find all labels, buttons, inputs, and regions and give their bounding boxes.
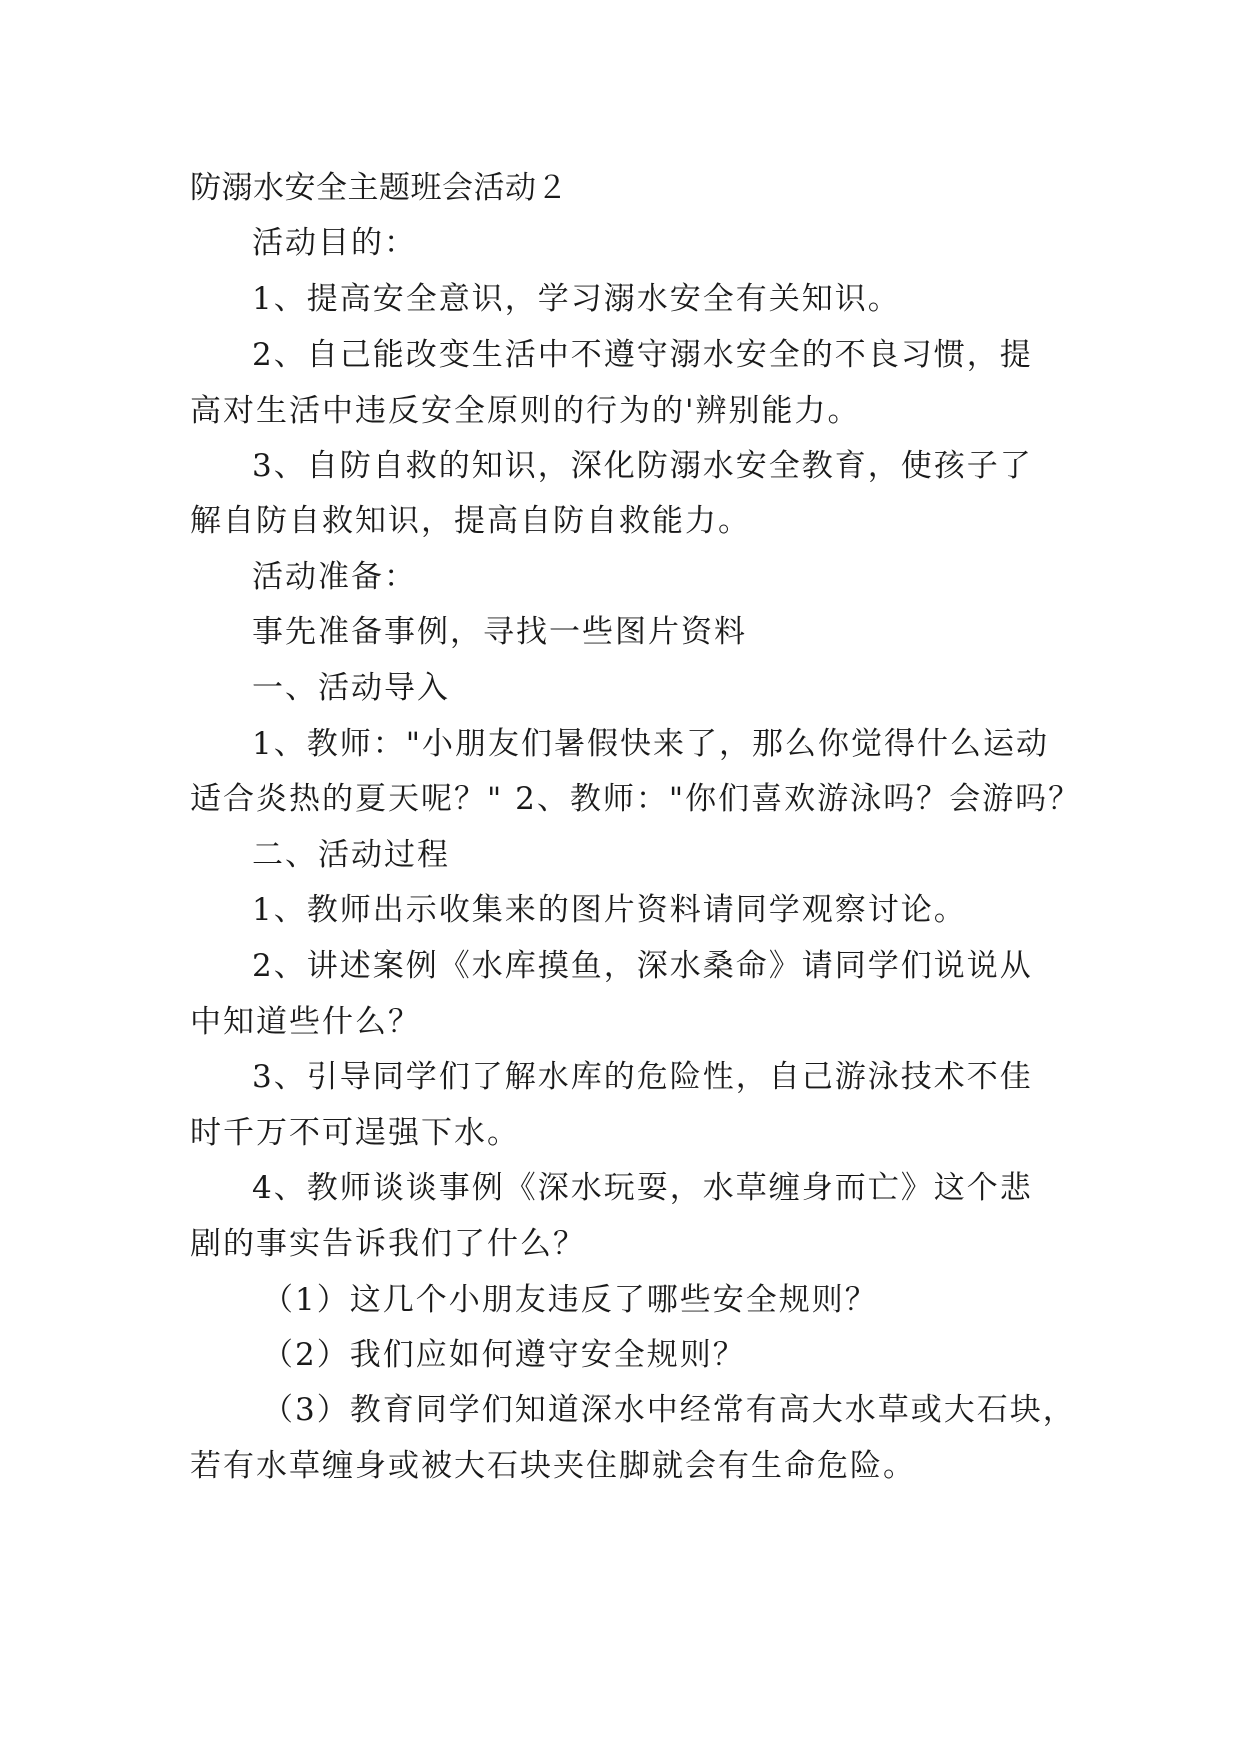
paragraph-line: 4、教师谈谈事例《深水玩耍，水草缠身而亡》这个悲 (252, 1170, 1033, 1206)
paragraph-line: 1、教师："小朋友们暑假快来了，那么你觉得什么运动 (252, 726, 1049, 762)
paragraph-line: 剧的事实告诉我们了什么？ (190, 1226, 586, 1262)
section-heading-preparation: 活动准备： (252, 559, 417, 595)
paragraph-line: 事先准备事例，寻找一些图片资料 (252, 614, 747, 650)
paragraph-line: 2、自己能改变生活中不遵守溺水安全的不良习惯，提 (252, 337, 1033, 373)
section-heading-goal: 活动目的： (252, 225, 417, 261)
paragraph-line: 解自防自救知识，提高自防自救能力。 (190, 503, 751, 539)
question-item: （3）教育同学们知道深水中经常有高大水草或大石块， (262, 1392, 1076, 1428)
paragraph-line: 若有水草缠身或被大石块夹住脚就会有生命危险。 (190, 1448, 916, 1484)
paragraph-line: 1、教师出示收集来的图片资料请同学观察讨论。 (252, 892, 967, 928)
question-item: （2）我们应如何遵守安全规则？ (262, 1337, 746, 1373)
paragraph-line: 2、讲述案例《水库摸鱼，深水桑命》请同学们说说从 (252, 948, 1033, 984)
paragraph-line: 3、引导同学们了解水库的危险性，自己游泳技术不佳 (252, 1059, 1033, 1095)
section-heading-process: 二、活动过程 (252, 837, 450, 873)
section-heading-intro: 一、活动导入 (252, 670, 450, 706)
paragraph-line: 高对生活中违反安全原则的行为的'辨别能力。 (190, 393, 861, 429)
question-item: （1）这几个小朋友违反了哪些安全规则？ (262, 1282, 878, 1318)
paragraph-line: 适合炎热的夏天呢？" 2、教师："你们喜欢游泳吗？会游吗？ (190, 781, 1082, 817)
document-title: 防溺水安全主题班会活动２ (190, 170, 568, 206)
paragraph-line: 3、自防自救的知识，深化防溺水安全教育，使孩子了 (252, 448, 1033, 484)
paragraph-line: 时千万不可逞强下水。 (190, 1115, 520, 1151)
paragraph-line: 1、提高安全意识，学习溺水安全有关知识。 (252, 281, 901, 317)
paragraph-line: 中知道些什么？ (190, 1004, 421, 1040)
